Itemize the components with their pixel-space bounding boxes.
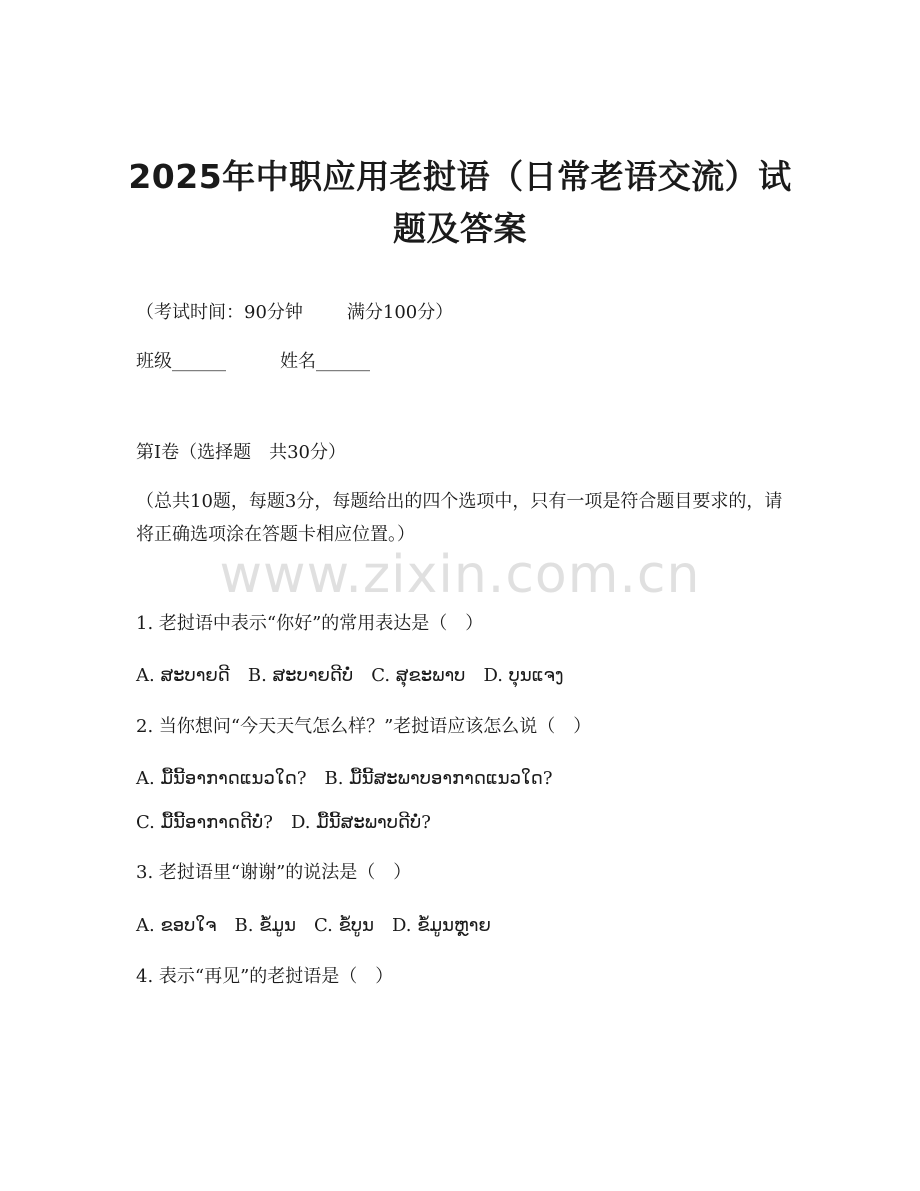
question-2-option-a: A. ມື້ນີ້ອາກາດແນວໃດ?: [136, 768, 307, 789]
question-3-option-c: C. ຂໍ້ບູນ: [314, 915, 375, 936]
student-info: [136, 347, 370, 377]
question-1-option-d: D. ບຸນແຈງ: [483, 665, 564, 686]
question-3-stem: 3. 老挝语里“谢谢”的说法是（ ）: [136, 862, 412, 883]
question-1-option-b: B. ສະບາຍດີບໍ່: [247, 665, 354, 686]
question-3-option-a: A. ຂອບໃຈ: [136, 915, 217, 936]
question-2-options-row2: [136, 808, 431, 838]
exam-time: （考试时间：90分钟: [136, 302, 303, 323]
question-1-options: [136, 661, 564, 691]
question-2-options-row1: [136, 764, 553, 794]
question-3-option-b: B. ຂໍ້ມູນ: [234, 915, 297, 936]
question-3-option-d: D. ຂໍ້ມູນຫຼາຍ: [392, 915, 491, 936]
question-1-stem: 1. 老挝语中表示“你好”的常用表达是（ ）: [136, 613, 484, 634]
question-1-option-c: C. ສຸຂະພາບ: [371, 665, 466, 686]
document-title-line1: 2025年中职应用老挝语（日常老语交流）试: [128, 157, 792, 196]
section-title: 第I卷（选择题 共30分）: [136, 442, 347, 463]
question-1-option-a: A. ສະບາຍດີ: [136, 665, 230, 686]
name-label: 姓名______: [280, 351, 370, 372]
section-note: （总共10题，每题3分，每题给出的四个选项中，只有一项是符合题目要求的，请将正确选项涂在答题卡相应位置。）: [136, 491, 783, 545]
exam-info: [136, 298, 453, 328]
question-2-option-c: C. ມື້ນີ້ອາກາດດີບໍ່?: [136, 812, 273, 833]
question-4-stem: 4. 表示“再见”的老挝语是（ ）: [136, 966, 394, 987]
question-2-option-d: D. ມື້ນີ້ສະພາບດີບໍ່?: [290, 812, 431, 833]
document-title-line2: 题及答案: [393, 209, 527, 248]
watermark: www.zixin.com.cn: [219, 545, 701, 605]
class-label: 班级______: [136, 351, 226, 372]
question-2-stem: 2. 当你想问“今天天气怎么样？”老挝语应该怎么说（ ）: [136, 716, 592, 737]
exam-score: 满分100分）: [346, 302, 454, 323]
question-3-options: [136, 911, 491, 941]
question-2-option-b: B. ມື້ນີ້ສະພາບອາກາດແນວໃດ?: [324, 768, 553, 789]
